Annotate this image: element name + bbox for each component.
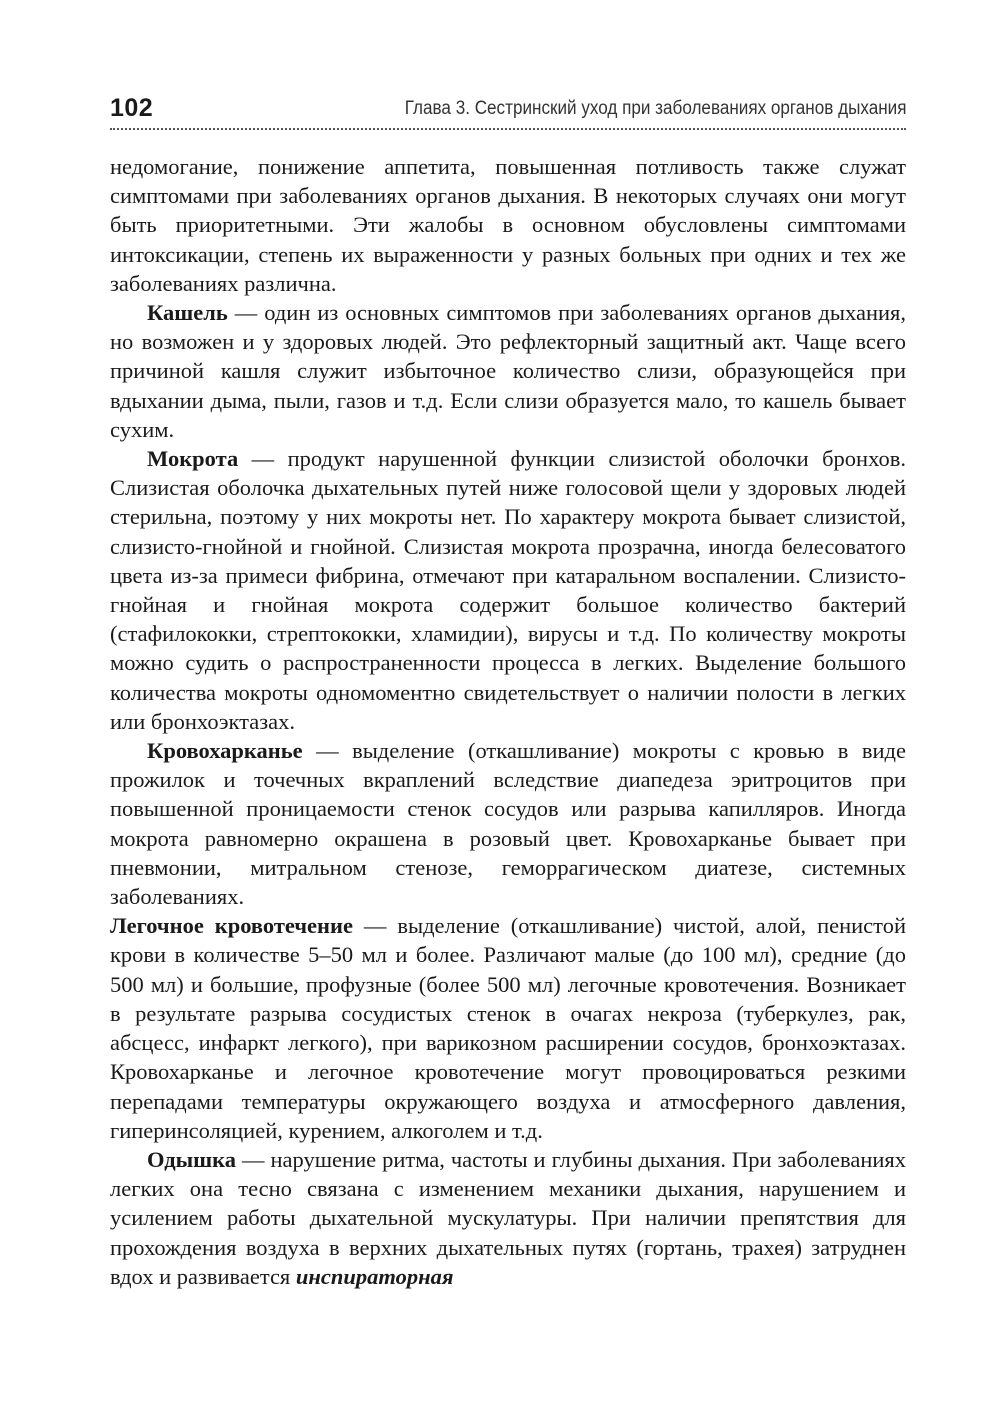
header-dotted-rule (110, 128, 906, 130)
term-pulmonary-hemorrhage: Легочное кровотечение (110, 913, 353, 939)
paragraph-text: — выделение (откашливание) мокроты с кровью в виде прожилок и точечных вкраплений вследствие диапедеза эритроцитов при повышенной проницаемости стенок сосудов или разрыва капилляров. Иногда мокрота равномерно окрашена в розовый цвет. Кровохарканье бывает при пневмонии, митральном стенозе, геморрагическом диатезе, системных заболеваниях. (110, 738, 906, 910)
paragraph-pulmonary-hemorrhage (110, 911, 906, 1145)
body-text (110, 152, 906, 1291)
term-sputum: Мокрота (147, 446, 239, 472)
paragraph-text: — выделение (откашливание) чистой, алой, пенистой крови в количестве 5–50 мл и более. Различают малые (до 100 мл), средние (до 500 мл) и большие, профузные (более 500 мл) легочные кровотечения. Возникает в результате разрыва сосудистых стенок в очагах некроза (туберкулез, рак, абсцесс, инфаркт легкого), при варикозном расширении сосудов, бронхоэктазах. Кровохарканье и легочное кровотечение могут провоцироваться резкими перепадами температуры окружающего воздуха и атмосферного давления, гиперинсоляцией, курением, алкоголем и т.д. (110, 913, 906, 1143)
paragraph-dyspnea (110, 1145, 906, 1291)
page-header (110, 92, 906, 132)
paragraph-text: — продукт нарушенной функции слизистой оболочки бронхов. Слизистая оболочка дыхательных путей ниже голосовой щели у здоровых людей стерильна, поэтому у них мокроты нет. По характеру мокрота бывает слизистой, слизисто-гнойной и гнойной. Слизистая мокрота прозрачна, иногда белесоватого цвета из-за примеси фибрина, отмечают при катаральном воспалении. Слизисто-гнойная и гнойная мокрота содержит большое количество бактерий (стафилококки, стрептококки, хламидии), вирусы и т.д. По количеству мокроты можно судить о распространенности процесса в легких. Выделение большого количества мокроты одномоментно свидетельствует о наличии полости в легких или бронхоэктазах. (110, 446, 906, 734)
paragraph-intro-continuation (110, 152, 906, 298)
running-head-chapter-title: Глава 3. Сестринский уход при заболеваниях органов дыхания (404, 98, 906, 119)
term-cough: Кашель (147, 300, 228, 326)
emphasis-inspiratory: инспираторная (295, 1263, 454, 1289)
paragraph-hemoptysis (110, 736, 906, 911)
paragraph-cough (110, 298, 906, 444)
term-hemoptysis: Кровохарканье (147, 738, 303, 764)
paragraph-text: — один из основных симптомов при заболеваниях органов дыхания, но возможен и у здоровых людей. Это рефлекторный защитный акт. Чаще всего причиной кашля служит избыточное количество слизи, образующейся при вдыхании дыма, пыли, газов и т.д. Если слизи образуется мало, то кашель бывает сухим. (110, 300, 906, 442)
term-dyspnea: Одышка (147, 1146, 237, 1172)
paragraph-sputum (110, 444, 906, 736)
page-number: 102 (110, 94, 154, 122)
paragraph-text: — нарушение ритма, частоты и глубины дыхания. При заболеваниях легких она тесно связана с изменением механики дыхания, нарушением и усилением работы дыхательной мускулатуры. При наличии препятствия для прохождения воздуха в верхних дыхательных путях (гортань, трахея) затруднен вдох и развивается (110, 1146, 906, 1289)
paragraph-text: недомогание, понижение аппетита, повышенная потливость также служат симптомами при заболеваниях органов дыхания. В некоторых случаях они могут быть приоритетными. Эти жалобы в основном обусловлены симптомами интоксикации, степень их выраженности у разных больных при одних и тех же заболеваниях различна. (110, 154, 906, 296)
